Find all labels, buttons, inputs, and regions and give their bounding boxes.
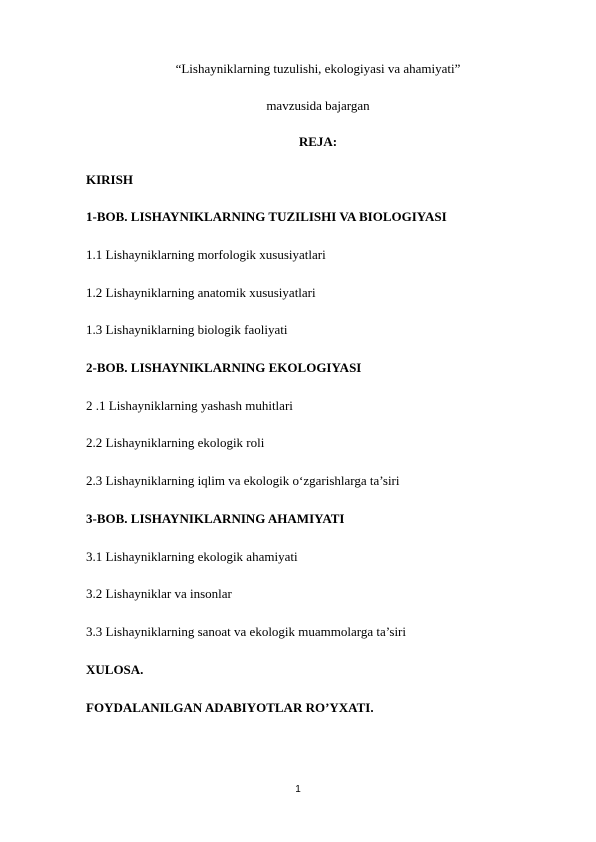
toc-intro: KIRISH	[86, 172, 133, 187]
toc-chapter-1-title: 1-BOB. LISHAYNIKLARNING TUZILISHI VA BIOLOGIYASI	[86, 209, 447, 224]
toc-conclusion: XULOSA.	[86, 662, 144, 677]
plan-heading: REJA:	[298, 134, 338, 149]
toc-item-2-1: 2 .1 Lishayniklarning yashash muhitlari	[86, 398, 293, 413]
subtitle: mavzusida bajargan	[266, 98, 370, 113]
toc-item-2-3: 2.3 Lishayniklarning iqlim va ekologik o‘zgarishlarga ta’siri	[86, 473, 400, 488]
topic-title: “Lishayniklarning tuzulishi, ekologiyasi va ahamiyati”	[175, 61, 461, 76]
toc-item-3-1: 3.1 Lishayniklarning ekologik ahamiyati	[86, 549, 298, 564]
toc-references: FOYDALANILGAN ADABIYOTLAR RO’YXATI.	[86, 700, 374, 715]
toc-item-1-3: 1.3 Lishayniklarning biologik faoliyati	[86, 322, 288, 337]
toc-item-3-2: 3.2 Lishayniklar va insonlar	[86, 586, 232, 601]
toc-chapter-2-title: 2-BOB. LISHAYNIKLARNING EKOLOGIYASI	[86, 360, 362, 375]
toc-item-1-2: 1.2 Lishayniklarning anatomik xususiyatlari	[86, 285, 316, 300]
toc-chapter-3-title: 3-BOB. LISHAYNIKLARNING AHAMIYATI	[86, 511, 345, 526]
page-number: 1	[295, 784, 301, 795]
toc-item-3-3: 3.3 Lishayniklarning sanoat va ekologik muammolarga ta’siri	[86, 624, 406, 639]
toc-item-1-1: 1.1 Lishayniklarning morfologik xususiyatlari	[86, 247, 326, 262]
toc-item-2-2: 2.2 Lishayniklarning ekologik roli	[86, 435, 265, 450]
